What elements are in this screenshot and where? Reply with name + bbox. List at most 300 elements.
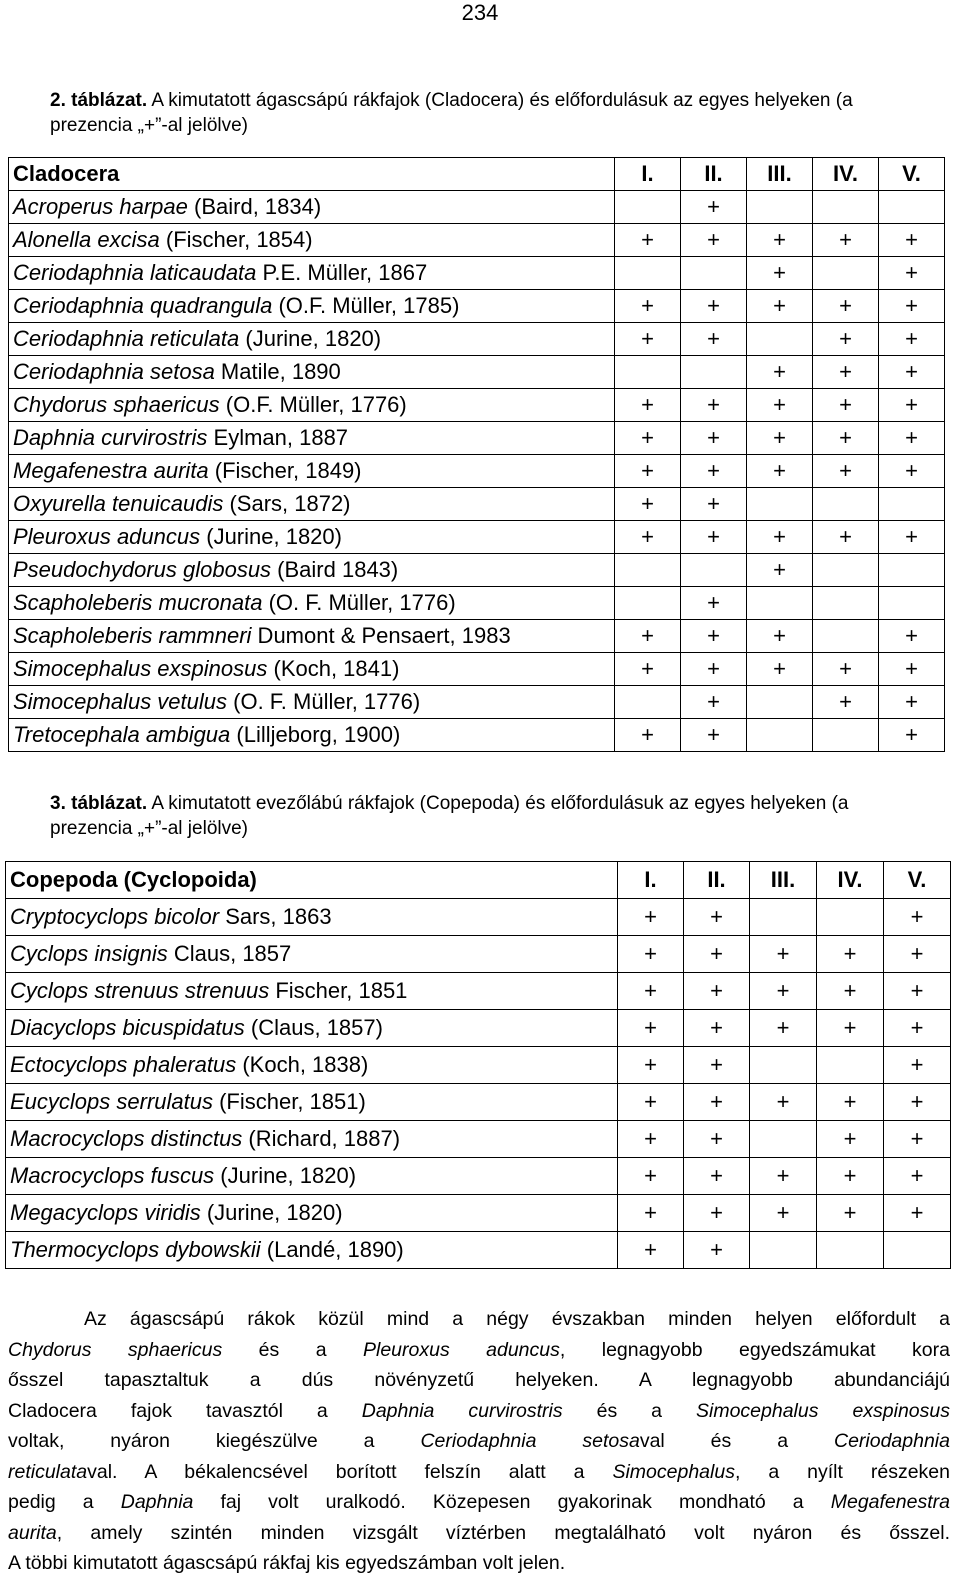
- presence-cell: [747, 191, 813, 224]
- species-author: (Landé, 1890): [260, 1237, 404, 1262]
- species-author: (Richard, 1887): [242, 1126, 401, 1151]
- text-run: , a nyílt részeken: [734, 1460, 950, 1483]
- table-row: [9, 719, 945, 752]
- species-name: Daphnia curvirostris: [13, 425, 208, 450]
- presence-cell: +: [747, 224, 813, 257]
- species-author: Matile, 1890: [214, 359, 341, 384]
- species-author: (Baird 1843): [271, 557, 399, 582]
- presence-cell: +: [684, 1232, 750, 1269]
- species-author: Claus, 1857: [167, 941, 292, 966]
- table-row: [9, 554, 945, 587]
- presence-cell: +: [817, 1121, 884, 1158]
- paragraph-line: [8, 1457, 950, 1488]
- species-name: Chydorus sphaericus: [13, 392, 220, 417]
- presence-cell: +: [747, 356, 813, 389]
- copepoda-header-row: [6, 862, 951, 899]
- presence-cell: [884, 1232, 951, 1269]
- presence-cell: +: [750, 1195, 817, 1232]
- presence-cell: +: [684, 1047, 750, 1084]
- presence-cell: +: [813, 356, 879, 389]
- species-author: (Koch, 1838): [236, 1052, 369, 1077]
- species-name: Tretocephala ambigua: [13, 722, 231, 747]
- text-run: és a: [222, 1338, 363, 1361]
- presence-cell: +: [684, 973, 750, 1010]
- species-name: Pseudochydorus globosus: [13, 557, 272, 582]
- taxon-italic: Pleuroxus aduncus: [362, 1338, 560, 1361]
- species-author: (Koch, 1841): [267, 656, 400, 681]
- presence-cell: +: [681, 521, 747, 554]
- presence-cell: +: [618, 1121, 684, 1158]
- copepoda-header-site: IV.: [817, 862, 884, 899]
- table-row: [9, 653, 945, 686]
- presence-cell: +: [618, 1047, 684, 1084]
- presence-cell: +: [879, 257, 945, 290]
- presence-cell: +: [747, 521, 813, 554]
- taxon-cell: [9, 587, 615, 620]
- taxon-cell: [9, 389, 615, 422]
- presence-cell: +: [684, 1084, 750, 1121]
- presence-cell: [879, 554, 945, 587]
- presence-cell: [813, 488, 879, 521]
- presence-cell: +: [817, 973, 884, 1010]
- presence-cell: +: [615, 290, 681, 323]
- presence-cell: +: [681, 290, 747, 323]
- presence-cell: +: [618, 1195, 684, 1232]
- taxon-cell: [6, 1084, 618, 1121]
- species-author: Dumont & Pensaert, 1983: [251, 623, 511, 648]
- cladocera-header-site: II.: [681, 158, 747, 191]
- species-name: Pleuroxus aduncus: [13, 524, 201, 549]
- presence-cell: [750, 899, 817, 936]
- presence-cell: [681, 356, 747, 389]
- presence-cell: [615, 191, 681, 224]
- presence-cell: [615, 686, 681, 719]
- table3-caption-label: 3. táblázat.: [50, 793, 148, 814]
- table-row: [6, 1195, 951, 1232]
- table2-caption-label: 2. táblázat.: [50, 90, 148, 111]
- presence-cell: +: [747, 290, 813, 323]
- table-row: [6, 1010, 951, 1047]
- species-name: Diacyclops bicuspidatus: [10, 1015, 245, 1040]
- presence-cell: [747, 488, 813, 521]
- taxon-cell: [9, 719, 615, 752]
- species-author: Eylman, 1887: [207, 425, 349, 450]
- species-name: Eucyclops serrulatus: [10, 1089, 213, 1114]
- species-author: (Jurine, 1820): [214, 1163, 357, 1188]
- presence-cell: +: [879, 389, 945, 422]
- presence-cell: +: [813, 290, 879, 323]
- paragraph-line: [8, 1518, 950, 1549]
- taxon-italic: reticulata: [8, 1460, 88, 1483]
- copepoda-header-site: I.: [618, 862, 684, 899]
- table3-caption: [50, 791, 930, 841]
- table-row: [9, 323, 945, 356]
- species-author: (O.F. Müller, 1776): [219, 392, 407, 417]
- table-row: [6, 1158, 951, 1195]
- taxon-italic: Ceriodaphnia setosa: [420, 1430, 640, 1452]
- taxon-cell: [6, 1232, 618, 1269]
- species-name: Ceriodaphnia quadrangula: [13, 293, 273, 318]
- table-row: [6, 899, 951, 936]
- taxon-cell: [6, 1010, 618, 1047]
- table-row: [9, 389, 945, 422]
- presence-cell: +: [684, 936, 750, 973]
- presence-cell: +: [813, 422, 879, 455]
- presence-cell: +: [615, 719, 681, 752]
- taxon-cell: [9, 455, 615, 488]
- cladocera-table: [8, 157, 945, 752]
- taxon-cell: [9, 356, 615, 389]
- cladocera-header-site: III.: [747, 158, 813, 191]
- taxon-cell: [9, 554, 615, 587]
- presence-cell: [615, 356, 681, 389]
- presence-cell: +: [684, 1010, 750, 1047]
- taxon-cell: [9, 191, 615, 224]
- presence-cell: [817, 899, 884, 936]
- table-row: [9, 257, 945, 290]
- presence-cell: [681, 554, 747, 587]
- presence-cell: +: [879, 455, 945, 488]
- presence-cell: +: [813, 224, 879, 257]
- presence-cell: +: [681, 488, 747, 521]
- taxon-cell: [9, 620, 615, 653]
- presence-cell: +: [884, 1195, 951, 1232]
- table-row: [6, 1084, 951, 1121]
- presence-cell: +: [615, 422, 681, 455]
- presence-cell: +: [884, 1010, 951, 1047]
- taxon-italic: Chydorus sphaericus: [8, 1338, 223, 1361]
- presence-cell: +: [618, 973, 684, 1010]
- table-row: [9, 521, 945, 554]
- taxon-italic: Daphnia curvirostris: [361, 1399, 563, 1422]
- species-name: Ceriodaphnia reticulata: [13, 326, 240, 351]
- presence-cell: [747, 686, 813, 719]
- presence-cell: +: [813, 686, 879, 719]
- table2-caption-text: A kimutatott ágascsápú rákfajok (Cladocera) és előfordulásuk az egyes helyeken (a prezencia „+”-al jelölve): [50, 90, 853, 136]
- species-author: P.E. Müller, 1867: [256, 260, 428, 285]
- presence-cell: [750, 1047, 817, 1084]
- presence-cell: +: [813, 653, 879, 686]
- presence-cell: +: [681, 191, 747, 224]
- species-name: Cyclops insignis: [10, 941, 168, 966]
- text-run: A többi kimutatott ágascsápú rákfaj kis egyedszámban volt jelen.: [8, 1552, 566, 1574]
- table-row: [9, 455, 945, 488]
- presence-cell: +: [618, 1232, 684, 1269]
- presence-cell: +: [615, 455, 681, 488]
- presence-cell: +: [750, 936, 817, 973]
- presence-cell: +: [684, 899, 750, 936]
- cladocera-header-site: V.: [879, 158, 945, 191]
- presence-cell: [615, 257, 681, 290]
- presence-cell: +: [618, 1010, 684, 1047]
- presence-cell: +: [615, 323, 681, 356]
- cladocera-header-site: I.: [615, 158, 681, 191]
- taxon-italic: Simocephalus: [612, 1460, 735, 1483]
- text-run: és a: [562, 1399, 696, 1422]
- presence-cell: +: [817, 1010, 884, 1047]
- presence-cell: [879, 587, 945, 620]
- presence-cell: +: [817, 1158, 884, 1195]
- taxon-cell: [6, 936, 618, 973]
- presence-cell: [817, 1232, 884, 1269]
- presence-cell: +: [615, 521, 681, 554]
- presence-cell: +: [615, 653, 681, 686]
- presence-cell: +: [879, 521, 945, 554]
- presence-cell: +: [884, 899, 951, 936]
- species-name: Simocephalus vetulus: [13, 689, 228, 714]
- taxon-cell: [9, 224, 615, 257]
- table-row: [6, 973, 951, 1010]
- table-row: [9, 488, 945, 521]
- presence-cell: +: [879, 719, 945, 752]
- presence-cell: +: [884, 1084, 951, 1121]
- presence-cell: +: [684, 1158, 750, 1195]
- presence-cell: +: [747, 554, 813, 587]
- species-name: Simocephalus exspinosus: [13, 656, 268, 681]
- page-number: 234: [461, 0, 499, 25]
- species-author: (Sars, 1872): [223, 491, 351, 516]
- presence-cell: +: [884, 1158, 951, 1195]
- presence-cell: +: [817, 1195, 884, 1232]
- table-row: [9, 224, 945, 257]
- presence-cell: +: [681, 323, 747, 356]
- presence-cell: [813, 191, 879, 224]
- species-name: Macrocyclops distinctus: [10, 1126, 243, 1151]
- presence-cell: +: [884, 1121, 951, 1158]
- taxon-cell: [9, 257, 615, 290]
- presence-cell: +: [681, 422, 747, 455]
- presence-cell: +: [615, 389, 681, 422]
- presence-cell: +: [817, 936, 884, 973]
- species-name: Ectocyclops phaleratus: [10, 1052, 237, 1077]
- taxon-cell: [6, 1121, 618, 1158]
- taxon-italic: Daphnia: [120, 1491, 194, 1513]
- table-row: [9, 191, 945, 224]
- taxon-cell: [9, 323, 615, 356]
- presence-cell: +: [747, 653, 813, 686]
- paragraph-line: [8, 1396, 950, 1427]
- species-name: Megafenestra aurita: [13, 458, 209, 483]
- presence-cell: +: [681, 653, 747, 686]
- presence-cell: +: [747, 389, 813, 422]
- table-row: [6, 936, 951, 973]
- presence-cell: +: [681, 455, 747, 488]
- presence-cell: [813, 620, 879, 653]
- text-run: , legnagyobb egyedszámukat kora: [559, 1338, 950, 1361]
- presence-cell: +: [618, 899, 684, 936]
- species-name: Thermocyclops dybowskii: [10, 1237, 261, 1262]
- presence-cell: +: [879, 620, 945, 653]
- presence-cell: +: [879, 653, 945, 686]
- paragraph-line: [8, 1304, 950, 1335]
- presence-cell: [747, 323, 813, 356]
- presence-cell: +: [615, 224, 681, 257]
- presence-cell: [747, 587, 813, 620]
- table3-caption-text: A kimutatott evezőlábú rákfajok (Copepoda) és előfordulásuk az egyes helyeken (a prezencia „+”-al jelölve): [50, 793, 849, 839]
- paragraph-line: [8, 1365, 950, 1396]
- paragraph-line: [8, 1335, 950, 1366]
- species-name: Scapholeberis rammneri: [13, 623, 252, 648]
- cladocera-header-row: [9, 158, 945, 191]
- presence-cell: +: [681, 224, 747, 257]
- taxon-cell: [6, 1047, 618, 1084]
- body-paragraph: [8, 1304, 950, 1579]
- presence-cell: +: [813, 389, 879, 422]
- presence-cell: [817, 1047, 884, 1084]
- presence-cell: [813, 719, 879, 752]
- copepoda-header-site: III.: [750, 862, 817, 899]
- presence-cell: [615, 554, 681, 587]
- species-name: Cryptocyclops bicolor: [10, 904, 220, 929]
- presence-cell: [813, 587, 879, 620]
- presence-cell: +: [884, 973, 951, 1010]
- presence-cell: +: [884, 1047, 951, 1084]
- presence-cell: +: [879, 686, 945, 719]
- taxon-cell: [6, 973, 618, 1010]
- presence-cell: +: [747, 422, 813, 455]
- presence-cell: +: [681, 686, 747, 719]
- taxon-cell: [9, 653, 615, 686]
- presence-cell: +: [813, 455, 879, 488]
- paragraph-line: [8, 1548, 950, 1579]
- text-run: Cladocera fajok tavasztól a: [8, 1399, 362, 1422]
- taxon-cell: [6, 1158, 618, 1195]
- text-run: , amely szintén minden vizsgált víztérben megtalálható volt nyáron és ősszel.: [56, 1521, 950, 1544]
- paragraph-line: [8, 1426, 950, 1457]
- presence-cell: +: [681, 719, 747, 752]
- presence-cell: [615, 587, 681, 620]
- presence-cell: [879, 488, 945, 521]
- species-name: Ceriodaphnia laticaudata: [13, 260, 257, 285]
- species-author: (O.F. Müller, 1785): [272, 293, 460, 318]
- presence-cell: +: [618, 936, 684, 973]
- presence-cell: +: [618, 1084, 684, 1121]
- presence-cell: +: [879, 422, 945, 455]
- species-name: Scapholeberis mucronata: [13, 590, 263, 615]
- species-author: (Lilljeborg, 1900): [230, 722, 401, 747]
- taxon-cell: [9, 521, 615, 554]
- taxon-cell: [9, 488, 615, 521]
- presence-cell: [681, 257, 747, 290]
- presence-cell: +: [879, 290, 945, 323]
- text-run: ősszel tapasztaltuk a dús növényzetű helyeken. A legnagyobb abundanciájú: [8, 1369, 950, 1391]
- presence-cell: [750, 1121, 817, 1158]
- text-run: val és a: [639, 1430, 834, 1452]
- presence-cell: [879, 191, 945, 224]
- table-row: [6, 1047, 951, 1084]
- species-name: Megacyclops viridis: [10, 1200, 201, 1225]
- presence-cell: +: [747, 620, 813, 653]
- text-run: faj volt uralkodó. Közepesen gyakorinak mondható a: [193, 1491, 831, 1513]
- presence-cell: +: [750, 1084, 817, 1121]
- presence-cell: [750, 1232, 817, 1269]
- table-row: [9, 290, 945, 323]
- presence-cell: +: [813, 323, 879, 356]
- species-author: (Jurine, 1820): [239, 326, 382, 351]
- cladocera-header-taxon: Cladocera: [9, 158, 615, 191]
- taxon-cell: [9, 686, 615, 719]
- presence-cell: +: [879, 323, 945, 356]
- presence-cell: +: [615, 620, 681, 653]
- presence-cell: +: [681, 389, 747, 422]
- copepoda-table: [5, 861, 951, 1269]
- presence-cell: +: [618, 1158, 684, 1195]
- species-name: Acroperus harpae: [13, 194, 188, 219]
- species-name: Cyclops strenuus strenuus: [10, 978, 270, 1003]
- species-name: Alonella excisa: [13, 227, 160, 252]
- table-row: [9, 620, 945, 653]
- presence-cell: +: [817, 1084, 884, 1121]
- presence-cell: +: [879, 356, 945, 389]
- taxon-italic: Simocephalus exspinosus: [695, 1399, 950, 1422]
- table2-caption: [50, 88, 930, 138]
- presence-cell: +: [884, 936, 951, 973]
- taxon-cell: [6, 899, 618, 936]
- species-author: Fischer, 1851: [269, 978, 408, 1003]
- taxon-italic: aurita: [8, 1521, 57, 1544]
- presence-cell: +: [681, 620, 747, 653]
- copepoda-header-site: II.: [684, 862, 750, 899]
- paragraph-line: [8, 1487, 950, 1518]
- species-author: (Fischer, 1849): [208, 458, 362, 483]
- species-author: Sars, 1863: [219, 904, 332, 929]
- taxon-cell: [9, 290, 615, 323]
- taxon-italic: Megafenestra: [830, 1491, 950, 1513]
- taxon-italic: Ceriodaphnia: [833, 1430, 950, 1452]
- species-name: Macrocyclops fuscus: [10, 1163, 215, 1188]
- table-row: [9, 356, 945, 389]
- species-author: (Fischer, 1854): [159, 227, 313, 252]
- presence-cell: +: [747, 455, 813, 488]
- presence-cell: +: [681, 587, 747, 620]
- presence-cell: +: [615, 488, 681, 521]
- table-row: [9, 686, 945, 719]
- presence-cell: +: [813, 521, 879, 554]
- species-name: Oxyurella tenuicaudis: [13, 491, 224, 516]
- presence-cell: +: [684, 1195, 750, 1232]
- table-row: [6, 1232, 951, 1269]
- species-author: (Claus, 1857): [244, 1015, 383, 1040]
- text-run: Az ágascsápú rákok közül mind a négy évszakban minden helyen előfordult a: [84, 1308, 950, 1330]
- presence-cell: +: [750, 1158, 817, 1195]
- species-author: (Jurine, 1820): [200, 524, 342, 549]
- table-row: [9, 422, 945, 455]
- copepoda-header-site: V.: [884, 862, 951, 899]
- species-author: (Fischer, 1851): [212, 1089, 366, 1114]
- table-row: [9, 587, 945, 620]
- text-run: voltak, nyáron kiegészülve a: [8, 1430, 421, 1452]
- species-author: (O. F. Müller, 1776): [262, 590, 456, 615]
- presence-cell: +: [879, 224, 945, 257]
- taxon-cell: [6, 1195, 618, 1232]
- text-run: pedig a: [8, 1491, 121, 1513]
- species-author: (O. F. Müller, 1776): [227, 689, 421, 714]
- text-run: val. A békalencsével borított felszín alatt a: [87, 1460, 613, 1483]
- presence-cell: +: [747, 257, 813, 290]
- species-author: (Baird, 1834): [187, 194, 322, 219]
- presence-cell: +: [750, 1010, 817, 1047]
- species-author: (Jurine, 1820): [200, 1200, 343, 1225]
- presence-cell: [813, 554, 879, 587]
- table-row: [6, 1121, 951, 1158]
- presence-cell: +: [684, 1121, 750, 1158]
- taxon-cell: [9, 422, 615, 455]
- presence-cell: [813, 257, 879, 290]
- cladocera-header-site: IV.: [813, 158, 879, 191]
- presence-cell: +: [750, 973, 817, 1010]
- presence-cell: [747, 719, 813, 752]
- species-name: Ceriodaphnia setosa: [13, 359, 215, 384]
